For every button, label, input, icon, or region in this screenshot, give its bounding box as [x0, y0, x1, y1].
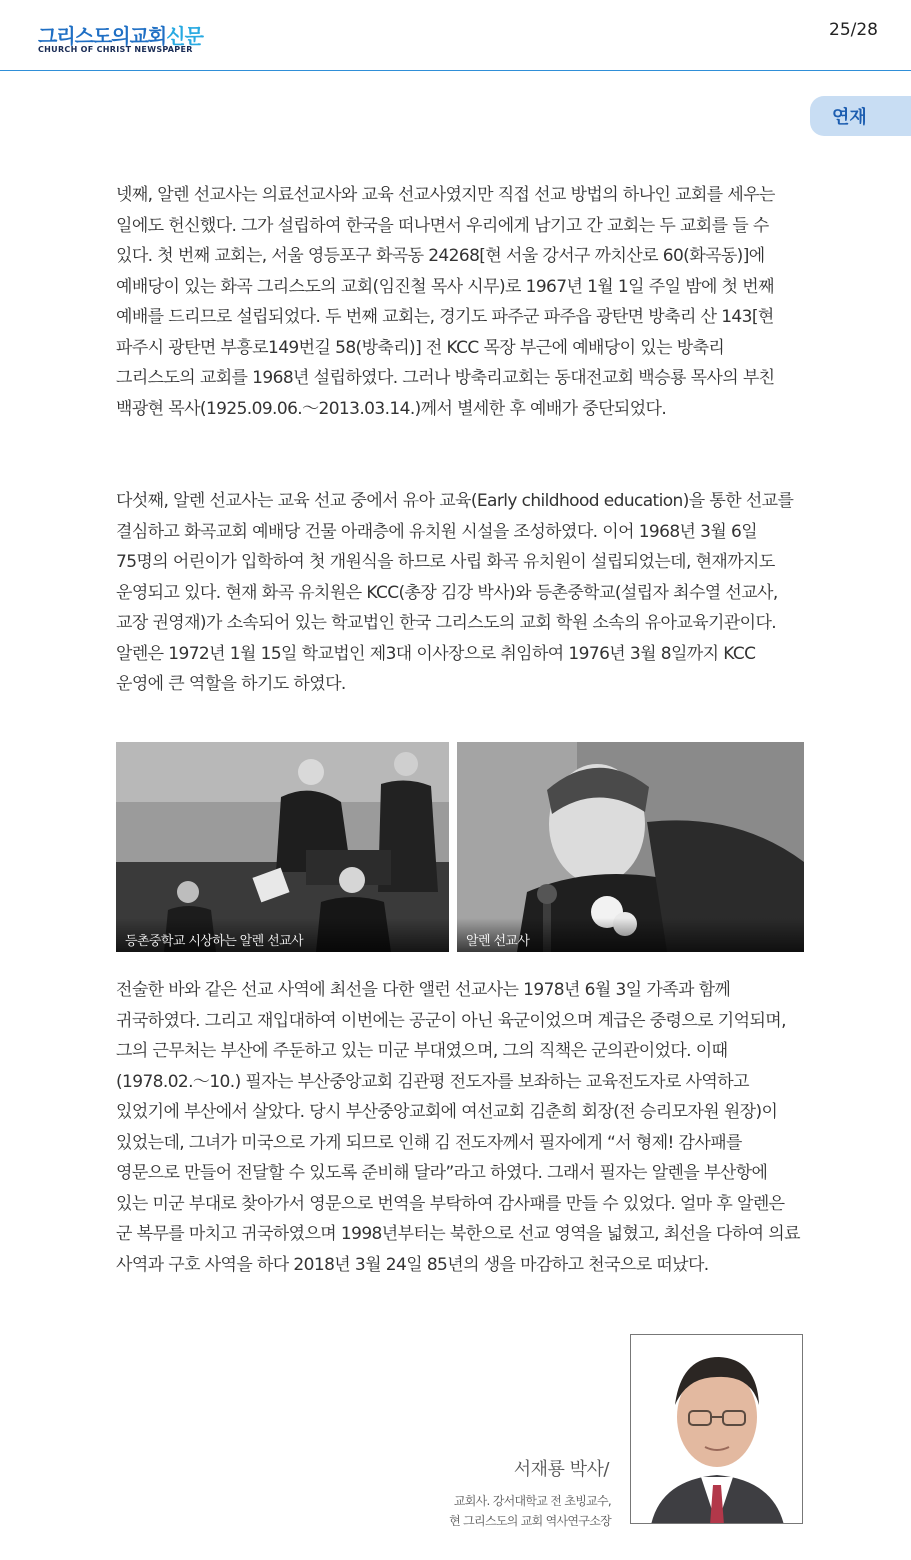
author-title-line-1: 교회사. 강서대학교 전 초빙교수,	[453, 1494, 611, 1508]
logo-main-text: 그리스도의교회	[38, 24, 167, 48]
photo-allen-portrait	[457, 742, 804, 952]
logo-english-text: CHURCH OF CHRIST NEWSPAPER	[38, 45, 193, 54]
photo-caption-award: 등촌중학교 시상하는 알렌 선교사	[116, 918, 449, 952]
page-number: 25/28	[829, 20, 878, 40]
photo-caption-allen: 알렌 선교사	[457, 918, 804, 952]
photo-award-ceremony	[116, 742, 449, 952]
article-paragraph-2: 다섯째, 알렌 선교사는 교육 선교 중에서 유아 교육(Early childhood education)을 통한 선교를 결심하고 화곡교회 예배당 건물 아래층에 유치원 시설을 조성하였다. 이어 1968년 3월 6일 75명의 어린이가 입학하여 첫 개원식을 하므로 사립 화곡 유치원이 설립되었는데, 현재까지도 운영되고 있다. 현재 화곡 유치원은 KCC(총장 김강 박사)와 등촌중학교(설립자 최수열 선교사, 교장 권영재)가 소속되어 있는 학교법인 한국 그리스도의 교회 학원 소속의 유아교육기관이다. 알렌은 1972년 1월 15일 학교법인 제3대 이사장으로 취임하여 1976년 3월 8일까지 KCC 운영에 큰 역할을 하기도 하였다.	[116, 491, 794, 694]
author-title	[449, 1491, 611, 1531]
article-paragraph-1: 넷째, 알렌 선교사는 의료선교사와 교육 선교사였지만 직접 선교 방법의 하나인 교회를 세우는 일에도 헌신했다. 그가 설립하여 한국을 떠나면서 우리에게 남기고 간 교회는 두 교회를 들 수 있다. 첫 번째 교회는, 서울 영등포구 화곡동 24268[현 서울 강서구 까치산로 60(화곡동)]에 예배당이 있는 화곡 그리스도의 교회(임진철 목사 시무)로 1967년 1월 1일 주일 밤에 첫 번째 예배를 드리므로 설립되었다. 두 번째 교회는, 경기도 파주군 파주읍 광탄면 방축리 산 143[현 파주시 광탄면 부흥로149번길 58(방축리)] 전 KCC 목장 부근에 예배당이 있는 방축리 그리스도의 교회를 1968년 설립하였다. 그러나 방축리교회는 동대전교회 백승룡 목사의 부친 백광현 목사(1925.09.06.～2013.03.14.)께서 별세한 후 예배가 중단되었다.	[116, 185, 775, 419]
author-name: 서재룡 박사/	[513, 1459, 609, 1480]
author-portrait-illustration	[631, 1335, 803, 1524]
logo-accent-text: 신문	[166, 24, 203, 48]
masthead	[0, 0, 911, 71]
author-title-line-2: 현 그리스도의 교회 역사연구소장	[449, 1514, 611, 1528]
author-portrait	[630, 1334, 803, 1524]
article-paragraph-3: 전술한 바와 같은 선교 사역에 최선을 다한 앨런 선교사는 1978년 6월 3일 가족과 함께 귀국하였다. 그리고 재입대하여 이번에는 공군이 아닌 육군이었으며 계급은 중령으로 기억되며, 그의 근무처는 부산에 주둔하고 있는 미군 부대였으며, 그의 직책은 군의관이었다. 이때(1978.02.～10.) 필자는 부산중앙교회 김관평 전도자를 보좌하는 교육전도자로 사역하고 있었기에 부산에서 살았다. 당시 부산중앙교회에 여선교회 김춘희 회장(전 승리모자원 원장)이 있었는데, 그녀가 미국으로 가게 되므로 인해 김 전도자께서 필자에게 “서 형제! 감사패를 영문으로 만들어 전달할 수 있도록 준비해 달라”라고 하였다. 그래서 필자는 알렌을 부산항에 있는 미군 부대로 찾아가서 영문으로 번역을 부탁하여 감사패를 만들 수 있었다. 얼마 후 알렌은 군 복무를 마치고 귀국하였으며 1998년부터는 북한으로 선교 영역을 넓혔고, 최선을 다하여 의료 사역과 구호 사역을 하다 2018년 3월 24일 85년의 생을 마감하고 천국으로 떠났다.	[116, 980, 800, 1275]
section-tab-serial[interactable]: 연재	[810, 96, 911, 136]
